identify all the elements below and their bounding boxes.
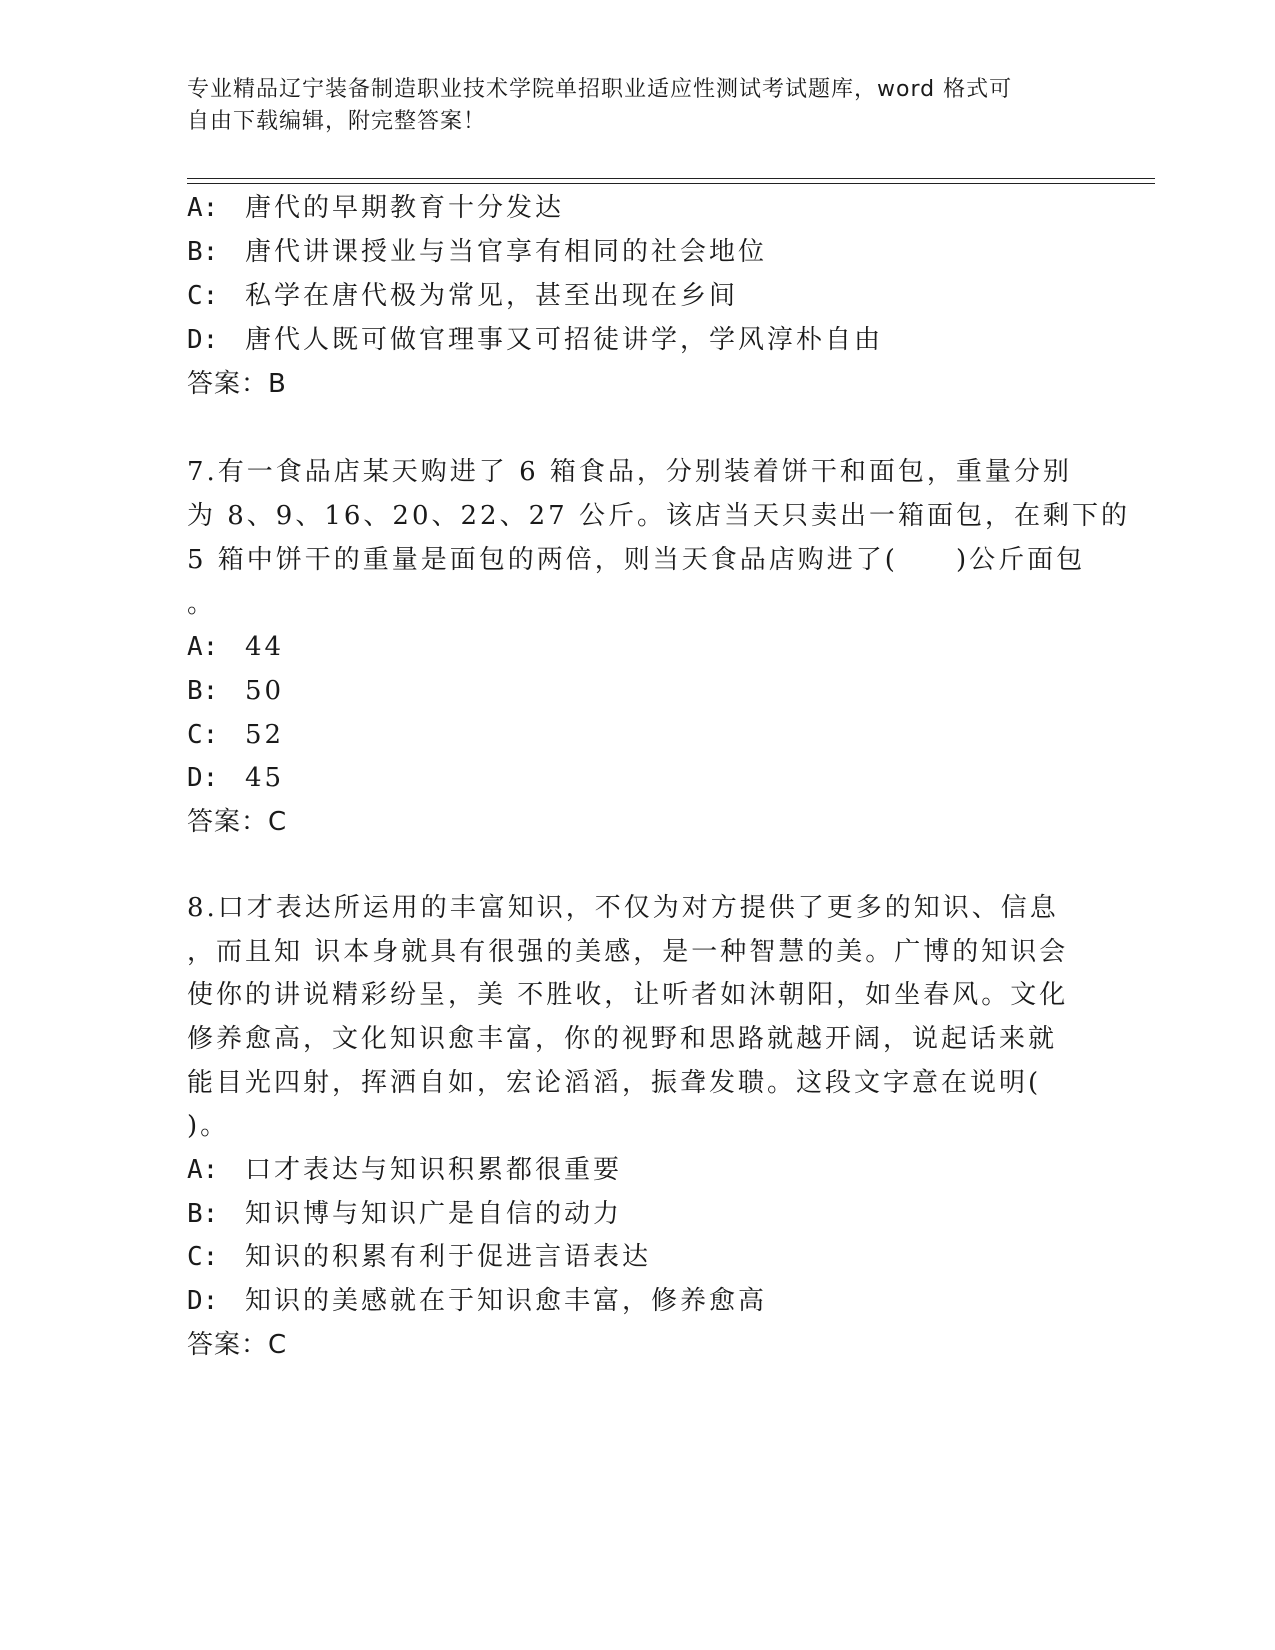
header-line-2: 自由下载编辑，附完整答案！	[187, 109, 487, 134]
answer: 答案：B	[187, 369, 287, 399]
question-text-line: 修养愈高，文化知识愈丰富，你的视野和思路就越开阔，说起话来就	[187, 1024, 1058, 1054]
question-text-line: 8.口才表达所运用的丰富知识，不仅为对方提供了更多的知识、信息	[187, 893, 1059, 923]
question-text-line: 。	[187, 589, 217, 619]
question-text-line: 使你的讲说精彩纷呈，美 不胜收，让听者如沐朝阳，如坐春风。文化	[187, 980, 1069, 1010]
header-divider-top	[187, 178, 1155, 179]
question-text-line: ，而且知 识本身就具有很强的美感，是一种智慧的美。广博的知识会	[187, 937, 1069, 967]
question-text-line: 能目光四射，挥洒自如，宏论滔滔，振聋发聩。这段文字意在说明(	[187, 1068, 1042, 1098]
option-b: B: 50	[187, 676, 285, 706]
option-d: D: 唐代人既可做官理事又可招徒讲学，学风淳朴自由	[187, 325, 884, 355]
option-b: B: 唐代讲课授业与当官享有相同的社会地位	[187, 237, 768, 267]
question-text-line: 7.有一食品店某天购进了 6 箱食品，分别装着饼干和面包，重量分别	[187, 457, 1072, 487]
option-b: B: 知识博与知识广是自信的动力	[187, 1199, 623, 1229]
header-divider-bottom	[187, 183, 1155, 184]
question-text-line: 5 箱中饼干的重量是面包的两倍，则当天食品店购进了( )公斤面包	[187, 545, 1086, 575]
option-d: D: 知识的美感就在于知识愈丰富，修养愈高	[187, 1286, 768, 1316]
option-a: A: 口才表达与知识积累都很重要	[187, 1155, 623, 1185]
question-text-line: 为 8、9、16、20、22、27 公斤。该店当天只卖出一箱面包，在剩下的	[187, 501, 1130, 531]
option-a: A: 44	[187, 632, 285, 662]
option-c: C: 私学在唐代极为常见，甚至出现在乡间	[187, 281, 739, 311]
question-text-line: )。	[187, 1111, 230, 1141]
header-line-1: 专业精品辽宁装备制造职业技术学院单招职业适应性测试考试题库，word 格式可	[187, 77, 1013, 102]
option-c: C: 知识的积累有利于促进言语表达	[187, 1242, 652, 1272]
option-c: C: 52	[187, 720, 285, 750]
answer: 答案：C	[187, 1330, 288, 1360]
option-a: A: 唐代的早期教育十分发达	[187, 193, 565, 223]
answer: 答案：C	[187, 807, 288, 837]
option-d: D: 45	[187, 763, 285, 793]
document-header	[187, 74, 1087, 138]
